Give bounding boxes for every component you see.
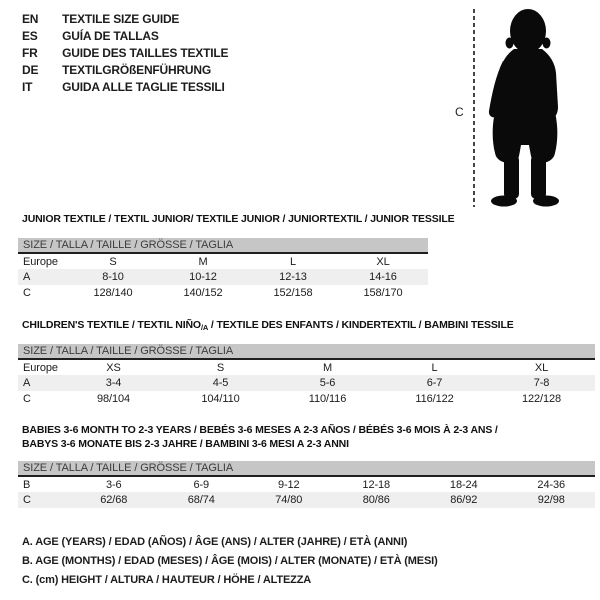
row-label-cell: B bbox=[23, 478, 31, 491]
row-label-cell: Europe bbox=[23, 255, 58, 268]
value-cell: 80/86 bbox=[333, 492, 421, 508]
table-row bbox=[18, 476, 595, 492]
row-label-cell: Europe bbox=[23, 361, 58, 374]
value-cell: 122/128 bbox=[521, 393, 562, 405]
value-cell: M bbox=[322, 361, 333, 374]
language-row bbox=[22, 62, 228, 79]
value-cell: 158/170 bbox=[363, 287, 403, 299]
value-cell: 14-16 bbox=[338, 269, 428, 285]
value-cell: 3-6 bbox=[105, 478, 122, 491]
row-label-cell: A bbox=[18, 375, 60, 391]
table-row bbox=[18, 492, 595, 508]
legend-age-months: B. AGE (MONTHS) / EDAD (MESES) / ÂGE (MOIS) / ALTER (MONATE) / ETÀ (MESI) bbox=[22, 555, 438, 567]
value-cell: M bbox=[198, 255, 208, 268]
table-row bbox=[18, 285, 428, 301]
legend-age-years: A. AGE (YEARS) / EDAD (AÑOS) / ÂGE (ANS) / ALTER (JAHRE) / ETÀ (ANNI) bbox=[22, 536, 408, 548]
guide-title-de: TEXTILGRÖßENFÜHRUNG bbox=[62, 63, 212, 77]
value-cell: 9-12 bbox=[277, 478, 300, 491]
value-cell: 18-24 bbox=[449, 478, 478, 491]
size-header-bar: SIZE / TALLA / TAILLE / GRÖSSE / TAGLIA bbox=[18, 238, 428, 253]
row-label-cell: C bbox=[18, 492, 70, 508]
title-text: / TEXTILE DES ENFANTS / KINDERTEXTIL / BAMBINI TESSILE bbox=[208, 319, 514, 331]
title-subscript: /A bbox=[200, 323, 209, 332]
value-cell: 104/110 bbox=[201, 393, 240, 405]
value-cell: 4-5 bbox=[167, 375, 274, 391]
value-cell: 5-6 bbox=[274, 375, 381, 391]
babies-size-table bbox=[18, 461, 595, 508]
value-cell: 128/140 bbox=[93, 287, 133, 299]
value-cell: 92/98 bbox=[508, 492, 596, 508]
language-row bbox=[22, 28, 228, 45]
value-cell: 62/68 bbox=[70, 492, 158, 508]
value-cell: S bbox=[216, 361, 225, 374]
language-list bbox=[22, 11, 228, 96]
guide-title-es: GUÍA DE TALLAS bbox=[62, 29, 159, 43]
table-title-children bbox=[22, 318, 587, 335]
value-cell: XL bbox=[534, 361, 549, 374]
table-title-junior: JUNIOR TEXTILE / TEXTIL JUNIOR/ TEXTILE JUNIOR / JUNIORTEXTIL / JUNIOR TESSILE bbox=[22, 213, 455, 225]
value-cell: S bbox=[109, 255, 117, 268]
row-label-cell: C bbox=[23, 393, 31, 405]
language-code: FR bbox=[22, 46, 38, 60]
language-code: ES bbox=[22, 29, 38, 43]
legend-height-cm: C. (cm) HEIGHT / ALTURA / HAUTEUR / HÖHE / ALTEZZA bbox=[22, 574, 312, 586]
value-cell: XS bbox=[106, 361, 121, 374]
value-cell: 3-4 bbox=[60, 375, 167, 391]
height-measure-label: C bbox=[455, 105, 464, 119]
table-row bbox=[18, 269, 428, 285]
value-cell: 24-36 bbox=[537, 478, 566, 491]
title-line-2: BABYS 3-6 MONATE BIS 2-3 JAHRE / BAMBINI 3-6 MESI A 2-3 ANNI bbox=[22, 438, 349, 450]
guide-title-fr: GUIDE DES TAILLES TEXTILE bbox=[62, 46, 229, 60]
value-cell: 140/152 bbox=[183, 287, 223, 299]
size-header-bar: SIZE / TALLA / TAILLE / GRÖSSE / TAGLIA bbox=[18, 461, 595, 476]
language-row bbox=[22, 45, 228, 62]
value-cell: 152/158 bbox=[273, 287, 313, 299]
value-cell: 6-7 bbox=[381, 375, 488, 391]
guide-title-en: TEXTILE SIZE GUIDE bbox=[62, 12, 180, 26]
table-row bbox=[18, 253, 428, 269]
language-code: EN bbox=[22, 12, 39, 26]
row-label-cell: C bbox=[23, 287, 31, 299]
children-size-table bbox=[18, 344, 595, 407]
value-cell: L bbox=[289, 255, 297, 268]
value-cell: 74/80 bbox=[245, 492, 333, 508]
size-header-bar: SIZE / TALLA / TAILLE / GRÖSSE / TAGLIA bbox=[18, 344, 595, 359]
value-cell: 6-9 bbox=[193, 478, 210, 491]
row-label-cell: A bbox=[18, 269, 68, 285]
table-title-babies bbox=[22, 423, 587, 451]
language-code: DE bbox=[22, 63, 39, 77]
table-row bbox=[18, 375, 595, 391]
value-cell: 8-10 bbox=[68, 269, 158, 285]
value-cell: 7-8 bbox=[488, 375, 595, 391]
value-cell: 86/92 bbox=[420, 492, 508, 508]
value-cell: L bbox=[431, 361, 438, 374]
language-row bbox=[22, 79, 228, 96]
value-cell: 116/122 bbox=[415, 393, 454, 405]
value-cell: 110/116 bbox=[308, 393, 347, 405]
value-cell: 10-12 bbox=[158, 269, 248, 285]
value-cell: XL bbox=[376, 255, 390, 268]
language-row bbox=[22, 11, 228, 28]
value-cell: 12-13 bbox=[248, 269, 338, 285]
language-code: IT bbox=[22, 80, 33, 94]
measurement-legend bbox=[22, 533, 438, 590]
value-cell: 68/74 bbox=[158, 492, 246, 508]
table-row bbox=[18, 391, 595, 407]
title-text: CHILDREN'S TEXTILE / TEXTIL NIÑO bbox=[22, 319, 201, 331]
value-cell: 12-18 bbox=[362, 478, 391, 491]
junior-size-table bbox=[18, 238, 428, 301]
baby-silhouette-image bbox=[483, 5, 569, 207]
value-cell: 98/104 bbox=[96, 393, 131, 405]
table-row bbox=[18, 359, 595, 375]
guide-title-it: GUIDA ALLE TAGLIE TESSILI bbox=[62, 80, 225, 94]
title-line-1: BABIES 3-6 MONTH TO 2-3 YEARS / BEBÉS 3-6 MESES A 2-3 AÑOS / BÉBÉS 3-6 MOIS À 2-3 ANS / bbox=[22, 424, 498, 436]
height-measure-dotted-line bbox=[473, 9, 475, 207]
